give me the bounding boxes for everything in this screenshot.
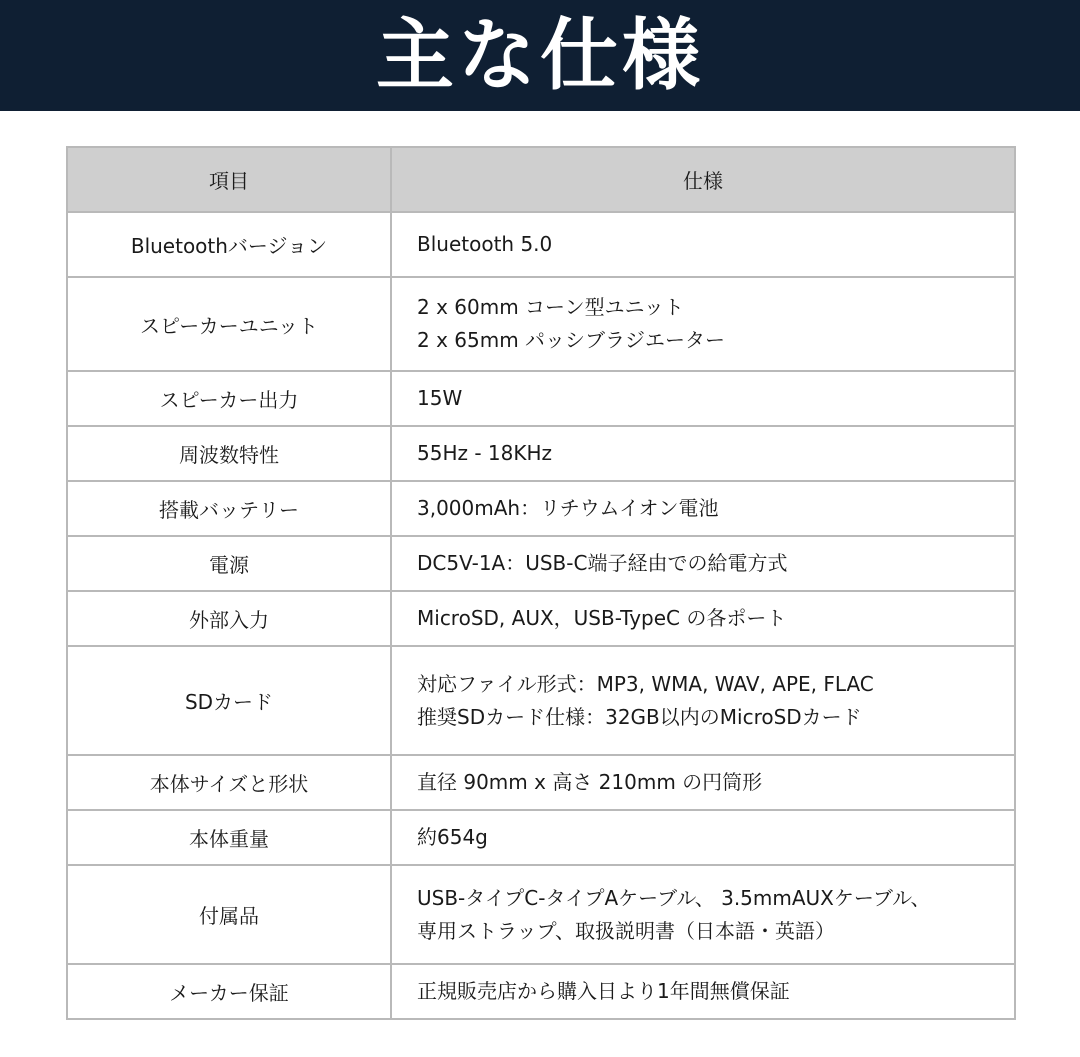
spec-value-line: 約654g <box>417 825 488 849</box>
spec-value-cell <box>391 277 1015 371</box>
spec-value-cell <box>391 810 1015 865</box>
spec-item-label: 搭載バッテリー <box>67 481 391 536</box>
spec-value-cell <box>391 964 1015 1019</box>
spec-value-cell <box>391 865 1015 964</box>
spec-value-line: 2 x 65mm パッシブラジエーター <box>417 328 726 352</box>
spec-value-line: DC5V-1A：USB-C端子経由での給電方式 <box>417 551 788 575</box>
spec-item-label: メーカー保証 <box>67 964 391 1019</box>
title-banner <box>0 0 1080 111</box>
spec-value-cell <box>391 481 1015 536</box>
spec-value-cell <box>391 755 1015 810</box>
spec-value-line: 3,000mAh：リチウムイオン電池 <box>417 496 719 520</box>
spec-item-label: スピーカーユニット <box>67 277 391 371</box>
spec-value-cell <box>391 212 1015 277</box>
spec-item-label: SDカード <box>67 646 391 755</box>
spec-item-label: 周波数特性 <box>67 426 391 481</box>
header-item: 項目 <box>67 147 391 212</box>
spec-value-cell <box>391 646 1015 755</box>
spec-value-cell <box>391 371 1015 426</box>
table-row <box>67 646 1015 755</box>
table-row <box>67 371 1015 426</box>
spec-item-label: Bluetoothバージョン <box>67 212 391 277</box>
table-row <box>67 536 1015 591</box>
spec-item-label: 付属品 <box>67 865 391 964</box>
spec-item-label: 本体重量 <box>67 810 391 865</box>
spec-item-label: 電源 <box>67 536 391 591</box>
table-row <box>67 755 1015 810</box>
spec-rows <box>67 212 1015 1019</box>
header-spec: 仕様 <box>391 147 1015 212</box>
spec-value-cell <box>391 591 1015 646</box>
spec-value-line: MicroSD, AUX，USB-TypeC の各ポート <box>417 606 787 630</box>
page-title: 主な仕様 <box>375 10 704 101</box>
table-row <box>67 865 1015 964</box>
spec-value-line: 正規販売店から購入日より1年間無償保証 <box>417 979 790 1003</box>
table-row <box>67 277 1015 371</box>
spec-value-line: 専用ストラップ、取扱説明書（日本語・英語） <box>417 918 835 943</box>
spec-value-cell <box>391 426 1015 481</box>
spec-value-line: 直径 90mm x 高さ 210mm の円筒形 <box>417 770 763 794</box>
spec-item-label: 外部入力 <box>67 591 391 646</box>
table-header-row <box>67 147 1015 212</box>
spec-value-line: USB-タイプC-タイプAケーブル、 3.5mmAUXケーブル、 <box>417 885 931 910</box>
spec-value-line: 15W <box>417 386 463 410</box>
spec-item-label: スピーカー出力 <box>67 371 391 426</box>
spec-value-line: 55Hz - 18KHz <box>417 441 553 465</box>
table-row <box>67 964 1015 1019</box>
table-row <box>67 591 1015 646</box>
table-row <box>67 810 1015 865</box>
spec-value-line: 推奨SDカード仕様：32GB以内のMicroSDカード <box>417 704 862 729</box>
spec-value-line: Bluetooth 5.0 <box>417 232 553 256</box>
table-row <box>67 426 1015 481</box>
spec-value-line: 2 x 60mm コーン型ユニット <box>417 295 684 319</box>
spec-table <box>66 146 1016 1020</box>
spec-value-line: 対応ファイル形式：MP3, WMA, WAV, APE, FLAC <box>417 671 874 696</box>
spec-value-cell <box>391 536 1015 591</box>
spec-item-label: 本体サイズと形状 <box>67 755 391 810</box>
table-row <box>67 481 1015 536</box>
table-row <box>67 212 1015 277</box>
